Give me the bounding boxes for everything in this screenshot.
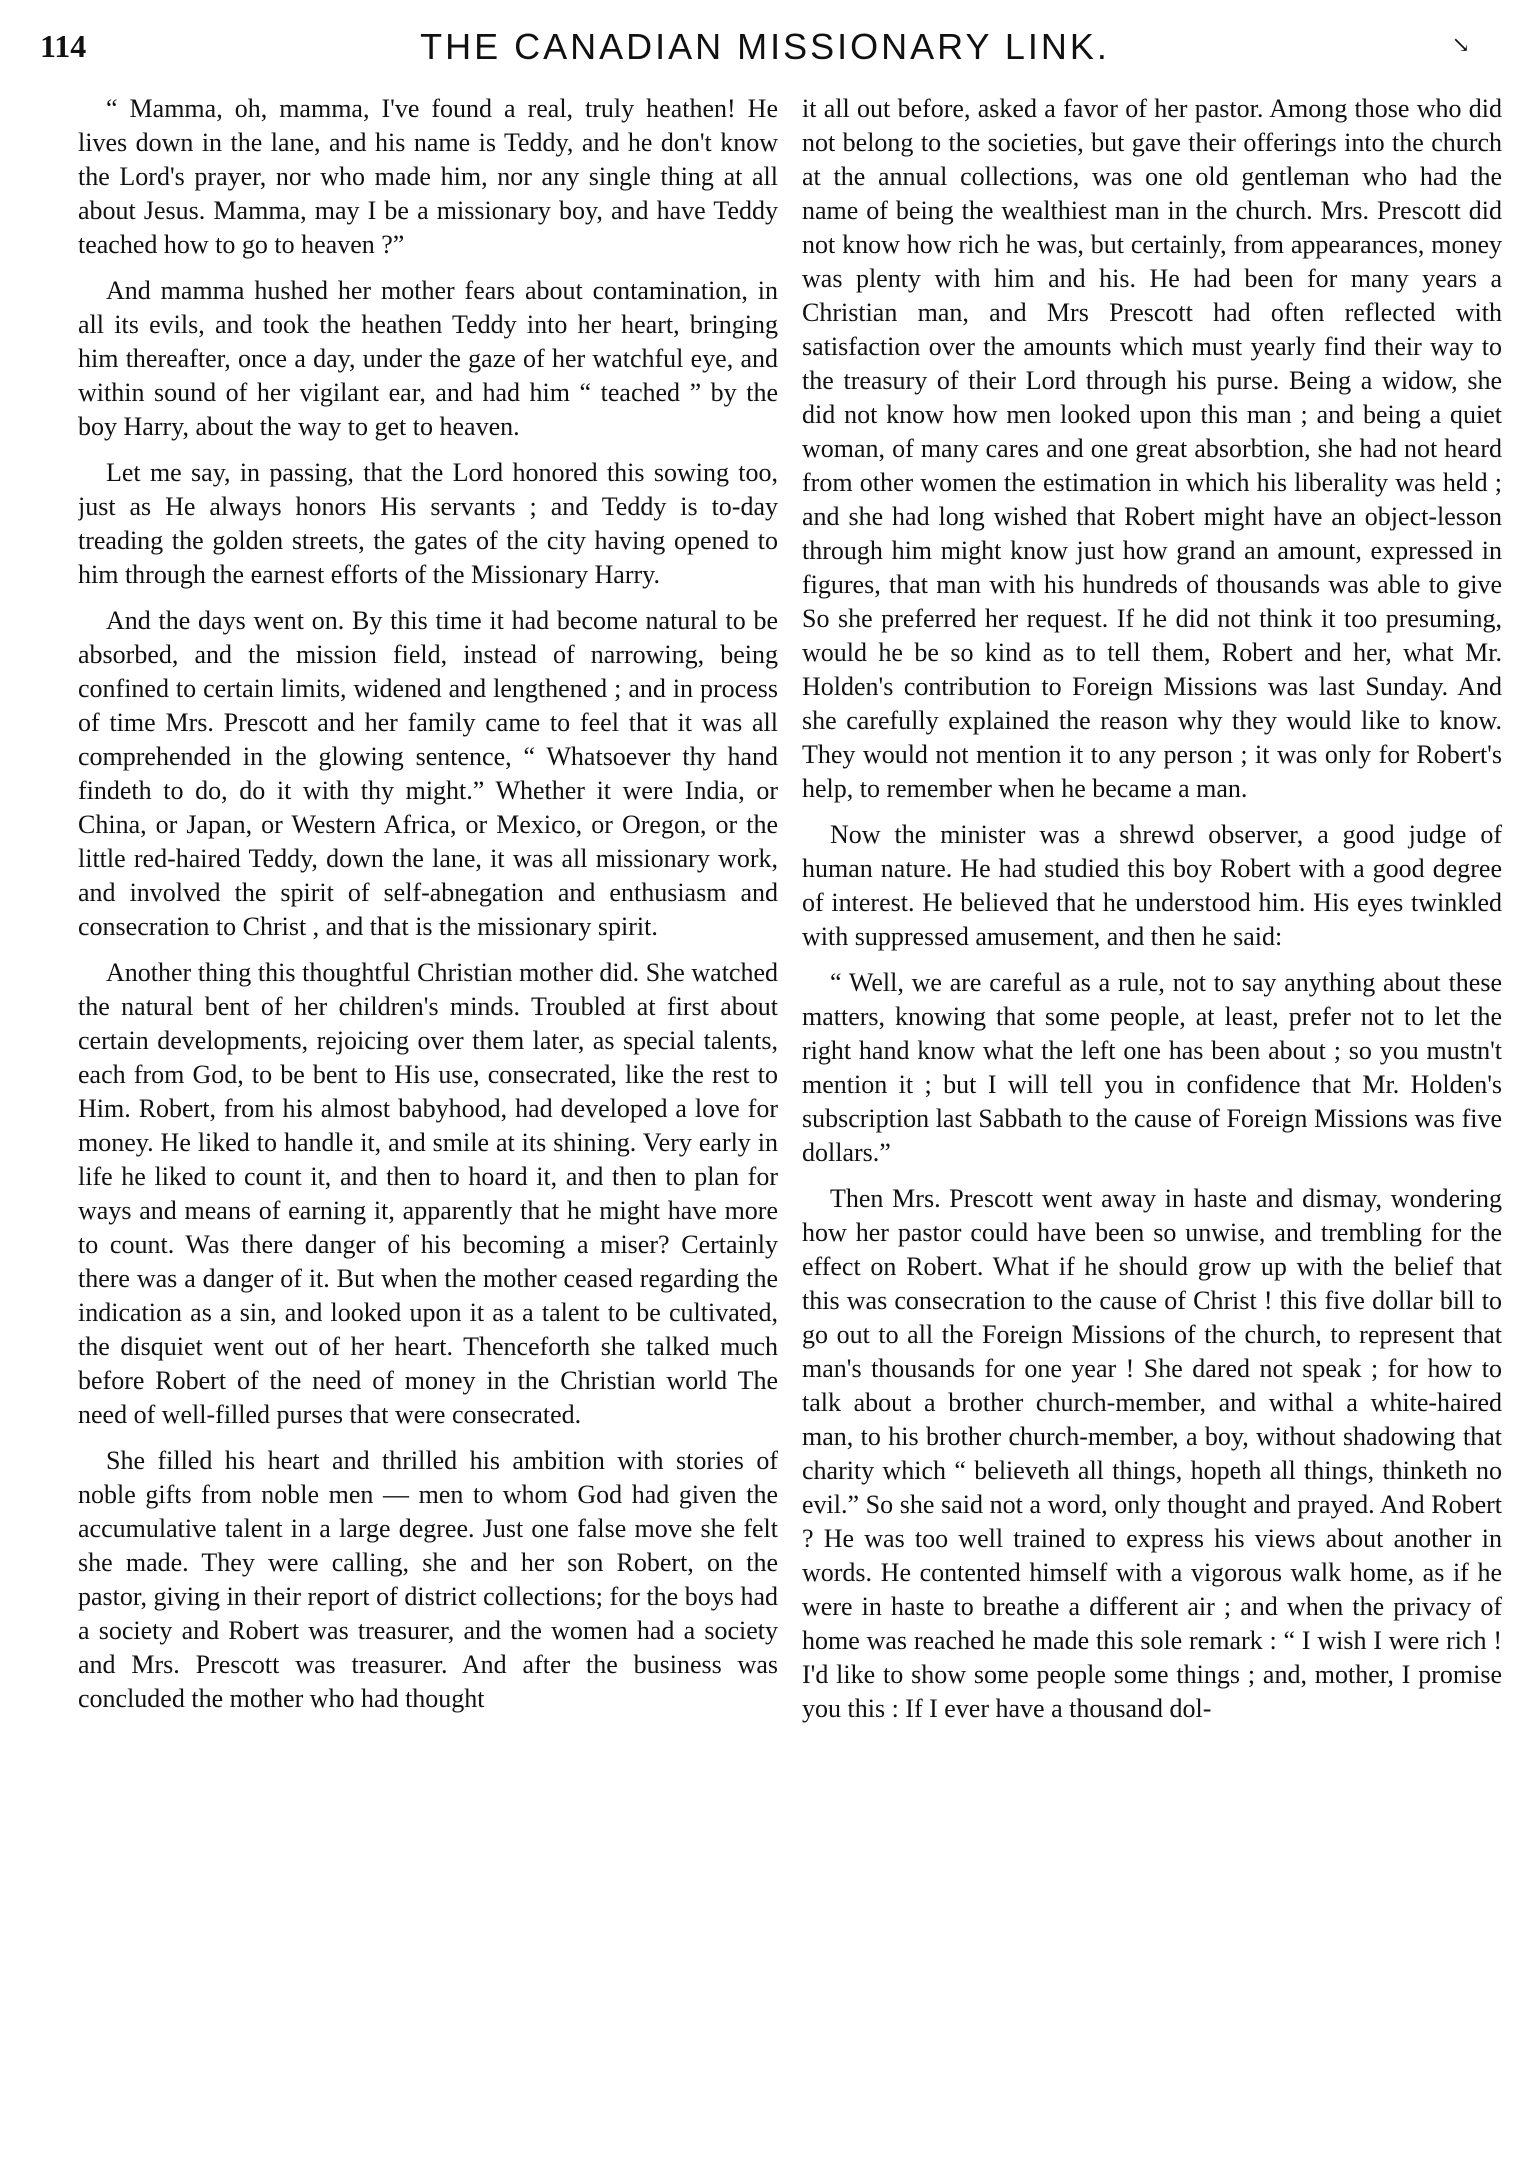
page-header xyxy=(40,22,1490,72)
paragraph: Now the minister was a shrewd observer, a good judge of human nature. He had studied this boy Robert with a good degree of interest. He believed that he understood him. His eyes twinkled with suppressed amusement, and then he said: xyxy=(802,820,1502,951)
page-number: 114 xyxy=(40,28,87,64)
journal-title: THE CANADIAN MISSIONARY LINK. xyxy=(420,26,1110,67)
paragraph: Let me say, in passing, that the Lord honored this sowing too, just as He always honors His servants ; and Teddy is to-day treading the golden streets, the gates of the city having opened to him through the earnest efforts of the Missionary Harry. xyxy=(78,458,778,589)
paragraph: Another thing this thoughtful Christian mother did. She watched the natural bent of her children's minds. Troubled at first about certain developments, rejoicing over them later, as special talents, each from God, to be bent to His use, consecrated, like the rest to Him. Robert, from his almost babyhood, had developed a love for money. He liked to handle it, and smile at its shining. Very early in life he liked to count it, and then to hoard it, and then to plan for ways and means of earning it, apparently that he might have more to count. Was there danger of his becoming a miser? Certainly there was a danger of it. But when the mother ceased regarding the indication as a sin, and looked upon it as a talent to be cultivated, the disquiet went out of her heart. Thenceforth she talked much before Robert of the need of money in the Christian world The need of well-filled purses that were consecrated. xyxy=(78,958,778,1429)
paragraph: “ Well, we are careful as a rule, not to say anything about these matters, knowing that some people, at least, prefer not to let the right hand know what the left one has been about ; so you mustn't mention it ; but I will tell you in confidence that Mr. Holden's subscription last Sabbath to the cause of Foreign Missions was five dollars.” xyxy=(802,968,1502,1167)
printer-mark-icon: ↘ xyxy=(1451,32,1470,57)
paragraph: “ Mamma, oh, mamma, I've found a real, truly heathen! He lives down in the lane, and his name is Teddy, and he don't know the Lord's prayer, nor who made him, nor any single thing at all about Jesus. Mamma, may I be a missionary boy, and have Teddy teached how to go to heaven ?” xyxy=(78,94,778,259)
paragraph: And the days went on. By this time it had become natural to be absorbed, and the mission field, instead of narrowing, being confined to certain limits, widened and lengthened ; and in process of time Mrs. Prescott and her family came to feel that it was all comprehended in the glowing sentence, “ Whatsoever thy hand findeth to do, do it with thy might.” Whether it were India, or China, or Japan, or Western Africa, or Mexico, or Oregon, or the little red-haired Teddy, down the lane, it was all missionary work, and involved the spirit of self-abnegation and enthusiasm and consecration to Christ , and that is the missionary spirit. xyxy=(78,606,778,941)
left-column xyxy=(78,92,778,2132)
paragraph: it all out before, asked a favor of her pastor. Among those who did not belong to the societies, but gave their offerings into the church at the annual collections, was one old gentleman who had the name of being the wealthiest man in the church. Mrs. Prescott did not know how rich he was, but certainly, from appearances, money was plenty with him and his. He had been for many years a Christian man, and Mrs Prescott had often reflected with satisfaction over the amounts which must yearly find their way to the treasury of their Lord through his purse. Being a widow, she did not know how men looked upon this man ; and being a quiet woman, of many cares and one great absorbtion, she had not heard from other women the estimation in which his liberality was held ; and she had long wished that Robert might have an object-lesson through him might know just how grand an amount, expressed in figures, that man with his hundreds of thousands was able to give So she preferred her request. If he did not think it too presuming, would he be so kind as to tell them, Robert and her, what Mr. Holden's contribution to Foreign Missions was last Sunday. And she carefully explained the reason why they would like to know. They would not mention it to any person ; it was only for Robert's help, to remember when he became a man. xyxy=(802,94,1502,803)
paragraph: Then Mrs. Prescott went away in haste and dismay, wondering how her pastor could have been so unwise, and trembling for the effect on Robert. What if he should grow up with the belief that this was consecration to the cause of Christ ! this five dollar bill to go out to all the Foreign Missions of the church, to represent that man's thousands for one year ! She dared not speak ; for how to talk about a brother church-member, and withal a white-haired man, to his brother church-member, a boy, without shadowing that charity which “ believeth all things, hopeth all things, thinketh no evil.” So she said not a word, only thought and prayed. And Robert ? He was too well trained to express his views about another in words. He contented himself with a vigorous walk home, as if he were in haste to breathe a different air ; and when the privacy of home was reached he made this sole remark : “ I wish I were rich ! I'd like to show some people some things ; and, mother, I promise you this : If I ever have a thousand dol- xyxy=(802,1184,1502,1723)
right-column xyxy=(802,92,1502,2132)
paragraph: She filled his heart and thrilled his ambition with stories of noble gifts from noble men — men to whom God had given the accumulative talent in a large degree. Just one false move she felt she made. They were calling, she and her son Robert, on the pastor, giving in their report of district collections; for the boys had a society and Robert was treasurer, and the women had a society and Mrs. Prescott was treasurer. And after the business was concluded the mother who had thought xyxy=(78,1446,778,1713)
paragraph: And mamma hushed her mother fears about contamination, in all its evils, and took the heathen Teddy into her heart, bringing him thereafter, once a day, under the gaze of her watchful eye, and within sound of her vigilant ear, and had him “ teached ” by the boy Harry, about the way to get to heaven. xyxy=(78,276,778,441)
